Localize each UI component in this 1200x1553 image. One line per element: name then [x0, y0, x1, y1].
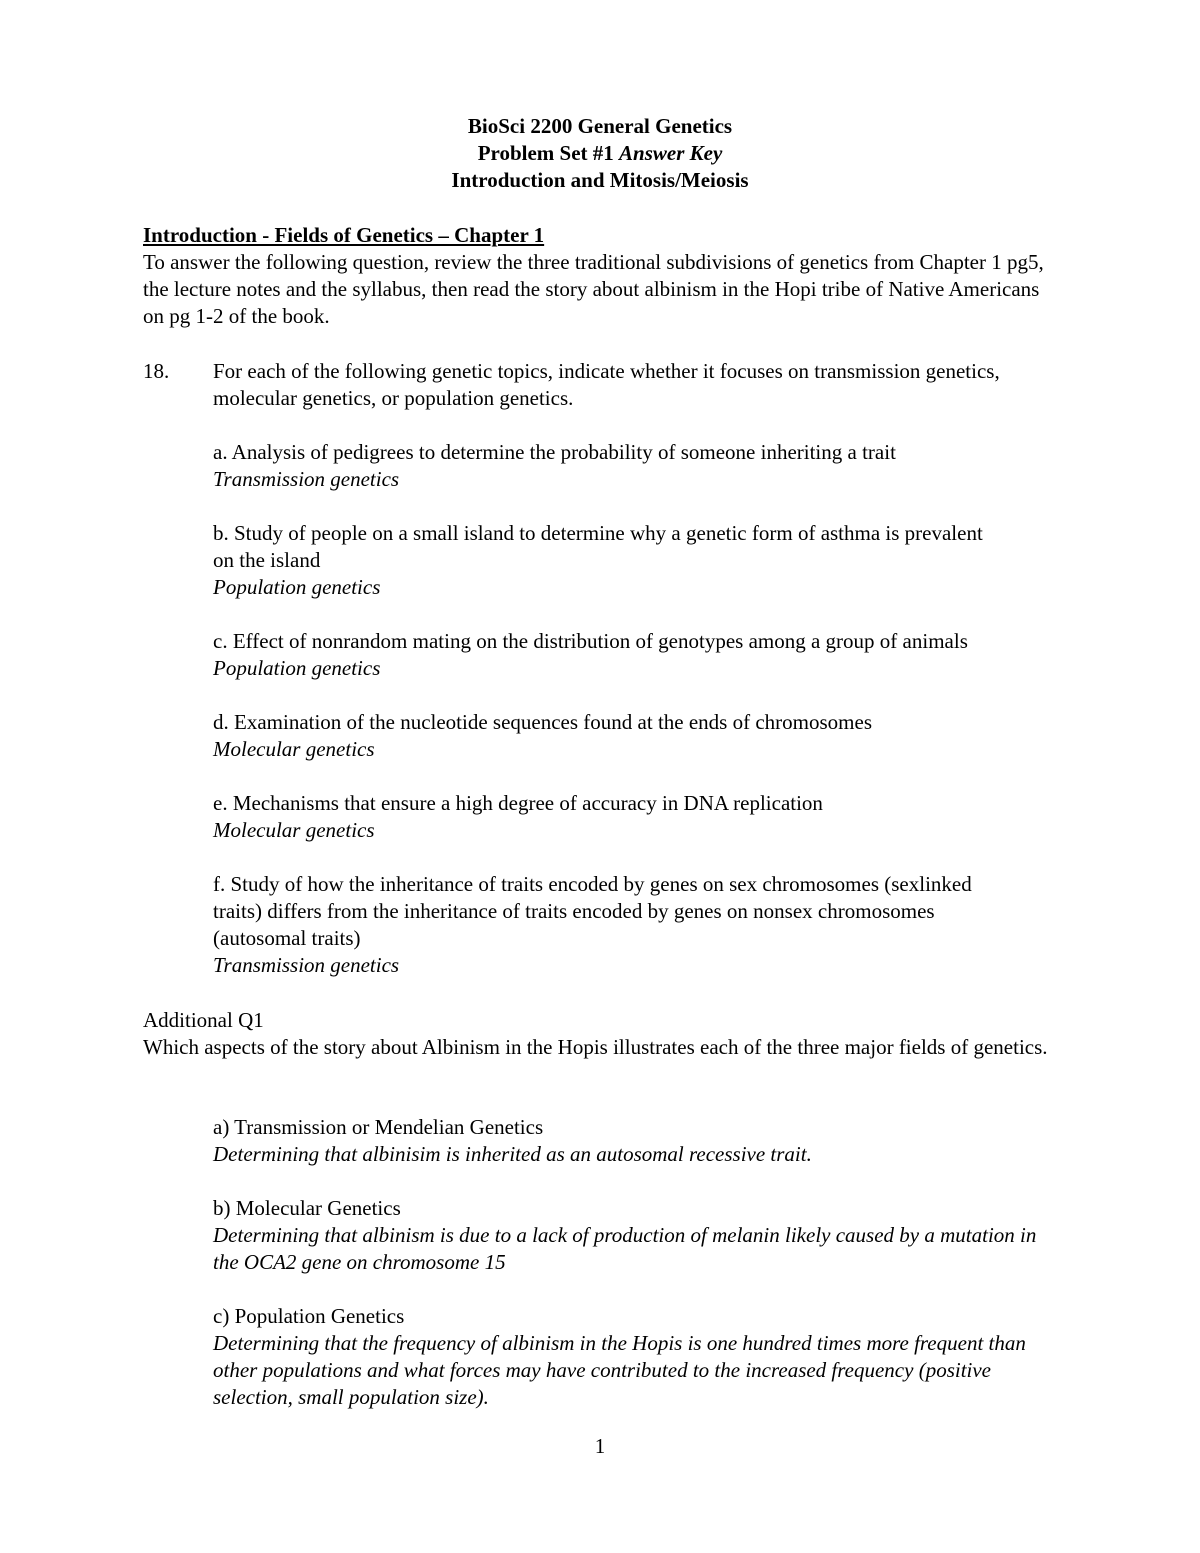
q18-item-e — [213, 790, 1083, 844]
item-answer: Transmission genetics — [213, 467, 400, 491]
q18-item-a — [213, 439, 1083, 493]
item-answer: Determining that albinisim is inherited as an autosomal recessive trait. — [213, 1142, 812, 1166]
additional-item-a — [213, 1114, 1083, 1168]
question-number: 18. — [143, 359, 170, 383]
item-question: a) Transmission or Mendelian Genetics — [213, 1115, 544, 1139]
additional-question-title: Additional Q1 — [143, 1008, 264, 1032]
intro-section — [143, 222, 1073, 330]
item-answer: Molecular genetics — [213, 818, 375, 842]
item-question: b) Molecular Genetics — [213, 1196, 401, 1220]
additional-item-b — [213, 1195, 1083, 1276]
item-question: b. Study of people on a small island to determine why a genetic form of asthma is prevalent on the island — [213, 521, 983, 572]
item-answer: Transmission genetics — [213, 953, 400, 977]
additional-item-c — [213, 1303, 1083, 1411]
intro-paragraph: To answer the following question, review the three traditional subdivisions of genetics from Chapter 1 pg5, the lecture notes and the syllabus, then read the story about albinism in the Hopi tribe of Native Americans on pg 1-2 of the book. — [143, 250, 1044, 328]
item-answer: Molecular genetics — [213, 737, 375, 761]
item-question: f. Study of how the inheritance of traits encoded by genes on sex chromosomes (sexlinked traits) differs from the inheritance of traits encoded by genes on nonsex chromosomes (autosomal traits) — [213, 872, 972, 950]
topic-title: Introduction and Mitosis/Meiosis — [451, 168, 749, 192]
course-title: BioSci 2200 General Genetics — [467, 114, 733, 138]
q18-item-d — [213, 709, 1083, 763]
item-answer: Determining that albinism is due to a lack of production of melanin likely caused by a mutation in the OCA2 gene on chromosome 15 — [213, 1223, 1037, 1274]
question-text: For each of the following genetic topics, indicate whether it focuses on transmission genetics, molecular genetics, or population genetics. — [213, 359, 1000, 410]
section-heading: Introduction - Fields of Genetics – Chapter 1 — [143, 223, 545, 247]
item-question: e. Mechanisms that ensure a high degree of accuracy in DNA replication — [213, 791, 823, 815]
item-question: d. Examination of the nucleotide sequences found at the ends of chromosomes — [213, 710, 872, 734]
q18-item-b — [213, 520, 1083, 601]
document-header — [0, 113, 1200, 194]
additional-question — [143, 1007, 1073, 1061]
item-question: a. Analysis of pedigrees to determine the probability of someone inheriting a trait — [213, 440, 896, 464]
problem-set-label: Problem Set #1 — [477, 141, 620, 165]
item-answer: Determining that the frequency of albinism in the Hopis is one hundred times more frequent than other populations and what forces may have contributed to the increased frequency (positive selection, small population size). — [213, 1331, 1026, 1409]
q18-item-c — [213, 628, 1083, 682]
item-answer: Population genetics — [213, 575, 381, 599]
q18-item-f — [213, 871, 1083, 979]
item-answer: Population genetics — [213, 656, 381, 680]
page-number: 1 — [594, 1434, 606, 1458]
answer-key-label: Answer Key — [619, 141, 723, 165]
additional-question-text: Which aspects of the story about Albinism in the Hopis illustrates each of the three major fields of genetics. — [143, 1035, 1048, 1059]
item-question: c. Effect of nonrandom mating on the distribution of genotypes among a group of animals — [213, 629, 968, 653]
item-question: c) Population Genetics — [213, 1304, 405, 1328]
problem-set-title — [0, 140, 1200, 167]
